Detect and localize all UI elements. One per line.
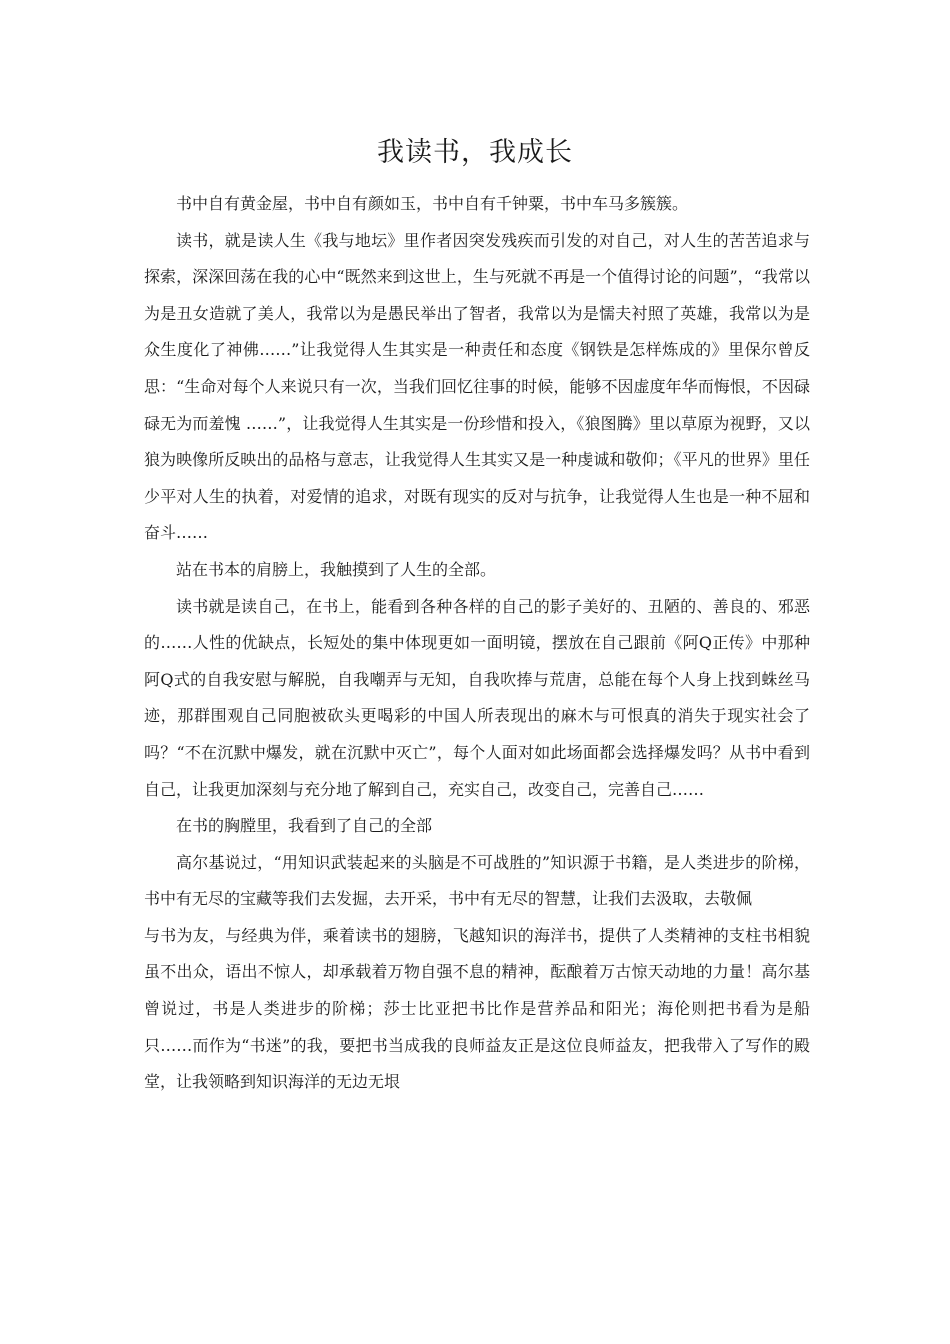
paragraph-reading-life: 读书，就是读人生《我与地坛》里作者因突发残疾而引发的对自己，对人生的苦苦追求与探索，深深回荡在我的心中“既然来到这世上，生与死就不再是一个值得讨论的问题”，“我常以为是丑女造就了美人，我常以为是愚民举出了智者，我常以为是懦夫衬照了英雄，我常以为是众生度化了神佛……”让我觉得人生其实是一种责任和态度《钢铁是怎样炼成的》里保尔曾反思：“生命对每个人来说只有一次，当我们回忆往事的时候，能够不因虚度年华而悔恨，不因碌碌无为而羞愧 ……”，让我觉得人生其实是一份珍惜和投入，《狼图腾》里以草原为视野，又以狼为映像所反映出的品格与意志，让我觉得人生其实又是一种虔诚和敬仰；《平凡的世界》里任少平对人生的执着，对爱情的追求，对既有现实的反对与抗争，让我觉得人生也是一种不屈和奋斗……	[144, 230, 810, 543]
paragraph-shoulders: 站在书本的肩膀上，我触摸到了人生的全部。	[176, 559, 497, 579]
paragraph-intro: 书中自有黄金屋，书中自有颜如玉，书中自有千钟粟，书中车马多簇簇。	[176, 194, 689, 213]
paragraph-reading-self: 读书就是读自己，在书上，能看到各种各样的自己的影子美好的、丑陋的、善良的、邪恶的……人性的优缺点，长短处的集中体现更如一面明镜，摆放在自己跟前《阿Q正传》中那种阿Q式的自我安慰与解脱，自我嘲弄与无知，自我吹捧与荒唐，总能在每个人身上找到蛛丝马迹，那群围观自己同胞被砍头更喝彩的中国人所表现出的麻木与可恨真的消失于现实社会了吗？“不在沉默中爆发，就在沉默中灭亡”，每个人面对如此场面都会选择爆发吗？从书中看到自己，让我更加深刻与充分地了解到自己，充实自己，改变自己，完善自己……	[144, 596, 810, 799]
paragraph-gorky: 高尔基说过，“用知识武装起来的头脑是不可战胜的”知识源于书籍，是人类进步的阶梯，书中有无尽的宝藏等我们去发掘，去开采，书中有无尽的智慧，让我们去汲取，去敬佩	[144, 852, 810, 909]
paragraph-chest: 在书的胸膛里，我看到了自己的全部	[176, 816, 433, 836]
paragraph-friends: 与书为友，与经典为伴，乘着读书的翅膀，飞越知识的海洋书，提供了人类精神的支柱书相貌虽不出众，语出不惊人，却承载着万物自强不息的精神，酝酿着万古惊天动地的力量！高尔基曾说过，书是人类进步的阶梯；莎士比亚把书比作是营养品和阳光；海伦则把书看为是船只……而作为“书迷”的我，要把书当成我的良师益友正是这位良师益友，把我带入了写作的殿堂，让我领略到知识海洋的无边无垠	[144, 925, 810, 1092]
document-title: 我读书，我成长	[377, 137, 573, 168]
document-body	[144, 186, 810, 1101]
